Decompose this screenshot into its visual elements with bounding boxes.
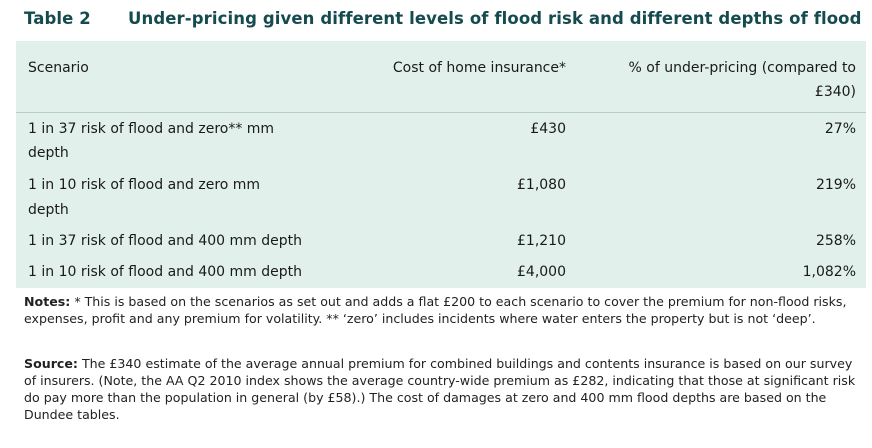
row-cost: £1,210	[517, 233, 566, 249]
table-number: Table 2	[24, 9, 91, 28]
row-scenario: 1 in 37 risk of flood and 400 mm depth	[28, 233, 302, 249]
row-scenario-cont: depth	[28, 145, 69, 161]
row-pct: 219%	[815, 177, 856, 193]
row-scenario: 1 in 37 risk of flood and zero** mm	[28, 121, 275, 137]
row-scenario: 1 in 10 risk of flood and 400 mm depth	[28, 264, 302, 280]
row-pct: 1,082%	[802, 264, 856, 280]
header-rule	[16, 112, 866, 113]
row-scenario: 1 in 10 risk of flood and zero mm	[28, 177, 261, 193]
row-pct: 258%	[815, 233, 856, 249]
notes-label: Notes:	[24, 294, 71, 309]
notes-text: * This is based on the scenarios as set out and adds a flat £200 to each scenario to cover the premium for non-flood risks, expenses, profit and any premium for volatility. ** ‘zero’ includes incidents where water enters the property but is not ‘deep’.	[24, 294, 847, 326]
header-pct-line2: £340)	[814, 84, 856, 100]
table-title-row	[24, 9, 864, 28]
header-pct-line1: % of under-pricing (compared to	[628, 60, 856, 76]
source-label: Source:	[24, 356, 78, 371]
row-cost: £4,000	[517, 264, 566, 280]
source-text: The £340 estimate of the average annual premium for combined buildings and contents insurance is based on our survey of insurers. (Note, the AA Q2 2010 index shows the average country-wide premium as £282, indicating that those at significant risk do pay more than the population in general (by £58).) The cost of damages at zero and 400 mm flood depths are based on the Dundee tables.	[24, 356, 856, 422]
row-cost: £430	[530, 121, 566, 137]
source-paragraph	[24, 355, 860, 423]
header-cost: Cost of home insurance*	[392, 60, 566, 76]
table-title: Under-pricing given different levels of flood risk and different depths of flood	[128, 9, 862, 28]
header-scenario: Scenario	[28, 60, 89, 76]
notes-paragraph	[24, 293, 860, 327]
row-cost: £1,080	[517, 177, 566, 193]
row-scenario-cont: depth	[28, 202, 69, 218]
row-pct: 27%	[824, 121, 856, 137]
